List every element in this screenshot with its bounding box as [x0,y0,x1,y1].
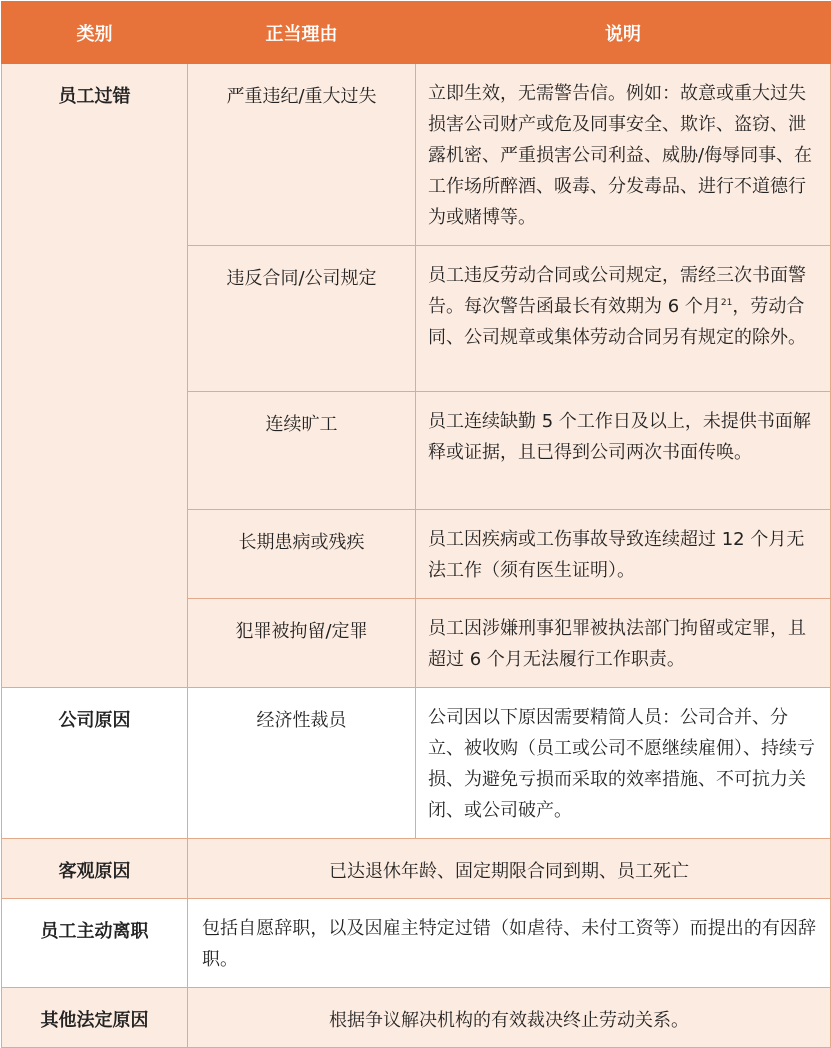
description-cell: 员工连续缺勤 5 个工作日及以上，未提供书面解释或证据，且已得到公司两次书面传唤。 [416,392,831,510]
description-cell: 公司因以下原因需要精简人员：公司合并、分立、被收购（员工或公司不愿继续雇佣）、持续亏损、为避免亏损而采取的效率措施、不可抗力关闭、或公司破产。 [416,688,831,839]
header-reason: 正当理由 [188,2,416,64]
reason-cell: 长期患病或残疾 [188,510,416,599]
description-cell: 根据争议解决机构的有效裁决终止劳动关系。 [188,988,831,1048]
table-row [2,688,831,839]
category-cell: 员工过错 [2,64,188,688]
description-cell: 员工因疾病或工伤事故导致连续超过 12 个月无法工作（须有医生证明）。 [416,510,831,599]
category-cell: 公司原因 [2,688,188,839]
description-text: ，劳动合同、公司规章或集体劳动合同另有规定的除外。 [428,296,806,348]
category-cell: 客观原因 [2,839,188,899]
description-cell: 立即生效，无需警告信。例如：故意或重大过失损害公司财产或危及同事安全、欺诈、盗窃、泄露机密、严重损害公司利益、威胁/侮辱同事、在工作场所醉酒、吸毒、分发毒品、进行不道德行为或赌博等。 [416,64,831,246]
termination-reasons-table [1,1,831,1048]
header-description: 说明 [416,2,831,64]
table-header-row [2,2,831,64]
footnote-marker: 21 [720,298,733,308]
table-row [2,839,831,899]
category-cell: 其他法定原因 [2,988,188,1048]
description-cell [416,246,831,392]
table-row [2,899,831,988]
header-category: 类别 [2,2,188,64]
description-cell: 员工因涉嫌刑事犯罪被执法部门拘留或定罪，且超过 6 个月无法履行工作职责。 [416,599,831,688]
description-cell: 已达退休年龄、固定期限合同到期、员工死亡 [188,839,831,899]
reason-cell: 违反合同/公司规定 [188,246,416,392]
description-cell: 包括自愿辞职，以及因雇主特定过错（如虐待、未付工资等）而提出的有因辞职。 [188,899,831,988]
table-row [2,64,831,246]
reason-cell: 连续旷工 [188,392,416,510]
category-cell: 员工主动离职 [2,899,188,988]
description-text: 员工违反劳动合同或公司规定，需经三次书面警告。每次警告函最长有效期为 6 个月 [428,265,806,317]
reason-cell: 严重违纪/重大过失 [188,64,416,246]
reason-cell: 经济性裁员 [188,688,416,839]
reason-cell: 犯罪被拘留/定罪 [188,599,416,688]
